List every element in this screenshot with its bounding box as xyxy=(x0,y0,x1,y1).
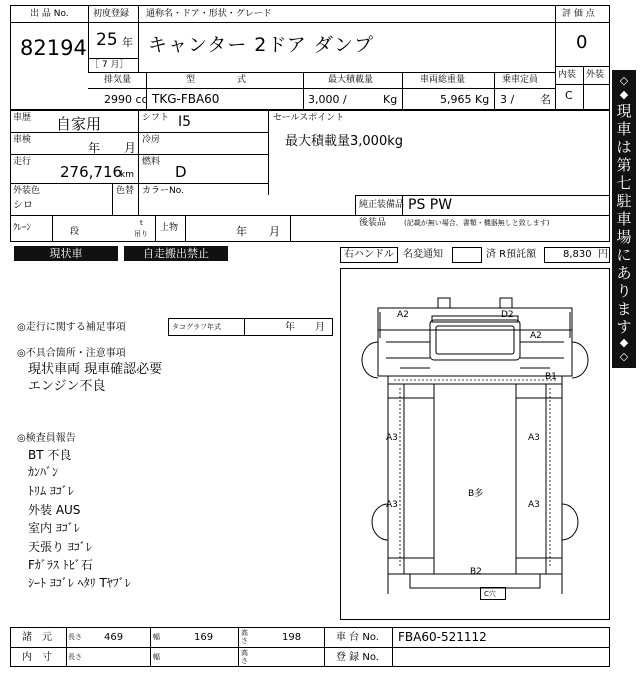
fuel-value: D xyxy=(175,163,187,181)
gross-weight-label: 車両総重量 xyxy=(420,75,466,85)
reg-year-value: 25 xyxy=(96,30,118,50)
color-label: 外装色 xyxy=(13,186,41,196)
mark-a3-lower-right: A3 xyxy=(528,500,540,510)
max-load-label: 最大積載量 xyxy=(328,75,374,85)
notice-char: に xyxy=(616,246,632,264)
mark-d2: D2 xyxy=(501,310,514,320)
upper-body-value: 年 月 xyxy=(236,225,280,238)
mark-b1: B1 xyxy=(545,372,557,382)
notice-char: 第 xyxy=(616,156,632,174)
crane-lift: 吊り xyxy=(134,230,148,238)
inspector-item: BT 不良 xyxy=(28,448,72,462)
chassis-label: 車 台 No. xyxy=(336,632,379,643)
color-value: シロ xyxy=(13,200,33,211)
interior-grade-label: 内装 xyxy=(558,70,577,80)
recycle-amount: 8,830 xyxy=(563,249,592,260)
inspector-label: ◎検査員報告 xyxy=(17,433,76,444)
mark-a3-lower-left: A3 xyxy=(386,500,398,510)
first-reg-label: 初度登録 xyxy=(93,9,130,19)
defect-item: エンジン不良 xyxy=(28,379,106,394)
defect-item: 現状車両 現車確認必要 xyxy=(28,362,163,377)
capacity-label: 乗車定員 xyxy=(502,75,539,85)
mark-c-hole: C穴 xyxy=(484,590,496,598)
notice-char: 車 xyxy=(616,120,632,138)
history-label: 車歴 xyxy=(13,113,32,123)
aircon-label: 冷房 xyxy=(142,135,161,145)
sales-point-label: セールスポイント xyxy=(273,113,345,123)
length-label: 長さ xyxy=(68,633,82,641)
model-value: TKG-FBA60 xyxy=(152,92,220,106)
inspector-item: ｼｰﾄ ﾖｺﾞﾚ ﾍﾀﾘ Tﾔﾌﾞﾚ xyxy=(28,576,131,590)
mark-a3-upper-left: A3 xyxy=(386,433,398,443)
length-value: 469 xyxy=(104,632,124,643)
notice-char: あ xyxy=(616,264,632,282)
inner-height-label: 高さ xyxy=(241,649,248,665)
mark-b2: B2 xyxy=(470,567,482,577)
inspector-item: Fｶﾞﾗｽ ﾄﾋﾞ石 xyxy=(28,558,93,572)
dims-label: 諸 元 xyxy=(22,632,52,643)
interior-grade-value: C xyxy=(565,89,573,102)
no-self-drive-badge: 自走搬出禁止 xyxy=(124,246,228,261)
inner-dims-label: 内 寸 xyxy=(22,652,52,663)
current-condition-badge: 現状車 xyxy=(14,246,118,261)
mark-a2-right: A2 xyxy=(530,331,542,341)
inspection-label: 車検 xyxy=(13,135,32,145)
notice-char: は xyxy=(616,138,632,156)
notice-char: り xyxy=(616,282,632,300)
notice-char: 場 xyxy=(616,228,632,246)
mileage-label: 走行 xyxy=(13,157,32,167)
reg-year-unit: 年 xyxy=(122,36,133,49)
chassis-value: FBA60-521112 xyxy=(398,630,487,644)
inspector-item: ﾄﾘﾑ ﾖｺﾞﾚ xyxy=(28,484,74,498)
exterior-grade-label: 外装 xyxy=(586,70,605,80)
shift-label: シフト xyxy=(142,113,170,123)
history-value: 自家用 xyxy=(56,115,102,133)
vertical-notice xyxy=(612,70,636,368)
notice-char: す xyxy=(616,318,632,336)
inspector-item: 天張り ﾖｺﾞﾚ xyxy=(28,540,92,554)
notice-char: ま xyxy=(616,300,632,318)
crane-label: ｸﾚｰﾝ xyxy=(13,223,32,233)
notice-char: ◆ xyxy=(619,336,629,349)
inspector-item: ｶﾝﾊﾞﾝ xyxy=(28,465,59,479)
equipment-value: PS PW xyxy=(408,197,453,213)
tacho-value: 年 月 xyxy=(285,322,325,333)
notice-char: 現 xyxy=(616,102,632,120)
recycle-unit: 円 xyxy=(598,249,608,260)
notice-char: ◇ xyxy=(619,74,629,87)
notice-char: 車 xyxy=(616,210,632,228)
height-value: 198 xyxy=(282,632,302,643)
equipment-label: 純正装備品 xyxy=(359,200,405,210)
bed-outline xyxy=(388,384,562,574)
max-load-value: 3,000 / xyxy=(308,93,347,106)
inner-length-label: 長さ xyxy=(68,653,82,661)
model-label: 型 式 xyxy=(186,75,255,85)
bed-floor xyxy=(434,384,516,574)
fuel-label: 燃料 xyxy=(142,157,161,167)
rating-label: 評 価 点 xyxy=(562,9,595,19)
inspection-value: 年 月 xyxy=(88,141,137,155)
reg-no-label: 登 録 No. xyxy=(336,652,379,663)
vehicle-name-label: 通称名・ドア・形状・グレード xyxy=(146,9,272,19)
tacho-label: タコグラフ年式 xyxy=(172,323,221,331)
notice-char: 駐 xyxy=(616,192,632,210)
notice-char: ◇ xyxy=(619,350,629,363)
notice-char: 七 xyxy=(616,174,632,192)
inspector-item: 室内 ﾖｺﾞﾚ xyxy=(28,521,80,535)
crane-ton: t xyxy=(140,219,143,227)
color-code-label: カラーNo. xyxy=(142,186,184,196)
lot-no-label: 出 品 No. xyxy=(30,9,69,19)
displacement-label: 排気量 xyxy=(104,75,132,85)
mark-b-many: B多 xyxy=(468,489,484,499)
notice-char: ◆ xyxy=(619,88,629,101)
handle-value: 右ハンドル xyxy=(344,249,394,260)
reg-month-value: ［ 7 月］ xyxy=(90,60,129,70)
aftermarket-label: 後装品 xyxy=(359,218,387,228)
crane-stage: 段 xyxy=(70,227,80,237)
height-label: 高さ xyxy=(241,629,248,645)
defects-label: ◎不具合箇所・注意事項 xyxy=(17,348,126,359)
displacement-value: 2990 cc xyxy=(104,93,148,106)
width-label: 幅 xyxy=(153,633,160,641)
vehicle-name-value: キャンター 2ドア ダンプ xyxy=(148,34,375,56)
cab-outline xyxy=(378,330,572,376)
mark-a2-left: A2 xyxy=(397,310,409,320)
shift-value: I5 xyxy=(178,114,192,130)
lot-no-value: 82194 xyxy=(20,36,87,60)
width-value: 169 xyxy=(194,632,214,643)
sales-point-value: 最大積載量3,000kg xyxy=(285,134,403,149)
aftermarket-note: (記載が無い場合、書類・機器無しと致します) xyxy=(404,219,550,227)
max-load-unit: Kg xyxy=(383,93,398,106)
name-change-label: 名変通知 xyxy=(403,249,443,260)
capacity-unit: 名 xyxy=(540,93,551,106)
recycle-label: 済 R預託額 xyxy=(486,249,537,260)
capacity-value: 3 / xyxy=(500,93,515,106)
name-change-box xyxy=(452,247,482,263)
inspector-item: 外装 AUS xyxy=(28,503,81,517)
upper-body-label: 上物 xyxy=(160,223,179,233)
color-change-label: 色替 xyxy=(116,186,135,196)
driving-note-label: ◎走行に関する補足事項 xyxy=(17,322,126,333)
gross-weight-value: 5,965 Kg xyxy=(440,93,490,106)
mileage-unit: km xyxy=(120,170,134,180)
mileage-value: 276,716 xyxy=(60,163,123,181)
mark-a3-upper-right: A3 xyxy=(528,433,540,443)
inner-width-label: 幅 xyxy=(153,653,160,661)
rating-value: 0 xyxy=(576,32,588,53)
